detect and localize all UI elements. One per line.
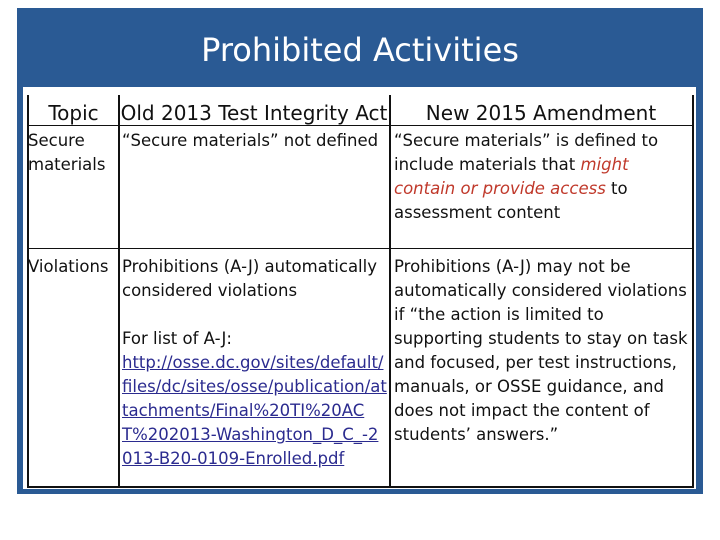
header-old-act: Old 2013 Test Integrity Act [120,101,388,125]
header-new-amendment: New 2015 Amendment [425,101,657,125]
column-divider-1 [118,95,120,486]
row-divider [29,248,692,249]
row2-old-link[interactable]: http://osse.dc.gov/sites/default/files/dc/sites/osse/publication/attachments/Final%20TI%20ACT%202013-Washington_D_C_-2013-B20-0109-Enrolled.pdf [122,353,387,468]
row2-old-list-label: For list of A-J: [122,329,232,348]
row1-new [394,129,692,225]
row1-new-text: “Secure materials” is defined to include materials that [394,131,659,174]
row1-new-emphasis: might contain or provide access [394,155,629,198]
header-topic: Topic [48,101,99,125]
row1-new-tail: to assessment content [394,179,628,222]
comparison-table [27,95,694,488]
row2-topic: Violations [28,257,109,276]
slide-title: Prohibited Activities [201,31,519,69]
row2-old-text: Prohibitions (A-J) automatically considered violations [122,257,377,300]
column-divider-2 [389,95,391,486]
row2-new: Prohibitions (A-J) may not be automatically considered violations if “the action is limited to supporting students to stay on task and focused, per test instructions, manuals, or OSSE guidance, and does not impact the content of students’ answers.” [394,257,688,444]
row1-topic: Secure materials [28,131,106,174]
row2-old [122,255,387,471]
row1-old: “Secure materials” not defined [122,131,379,150]
row2-old-spacer [122,303,387,327]
